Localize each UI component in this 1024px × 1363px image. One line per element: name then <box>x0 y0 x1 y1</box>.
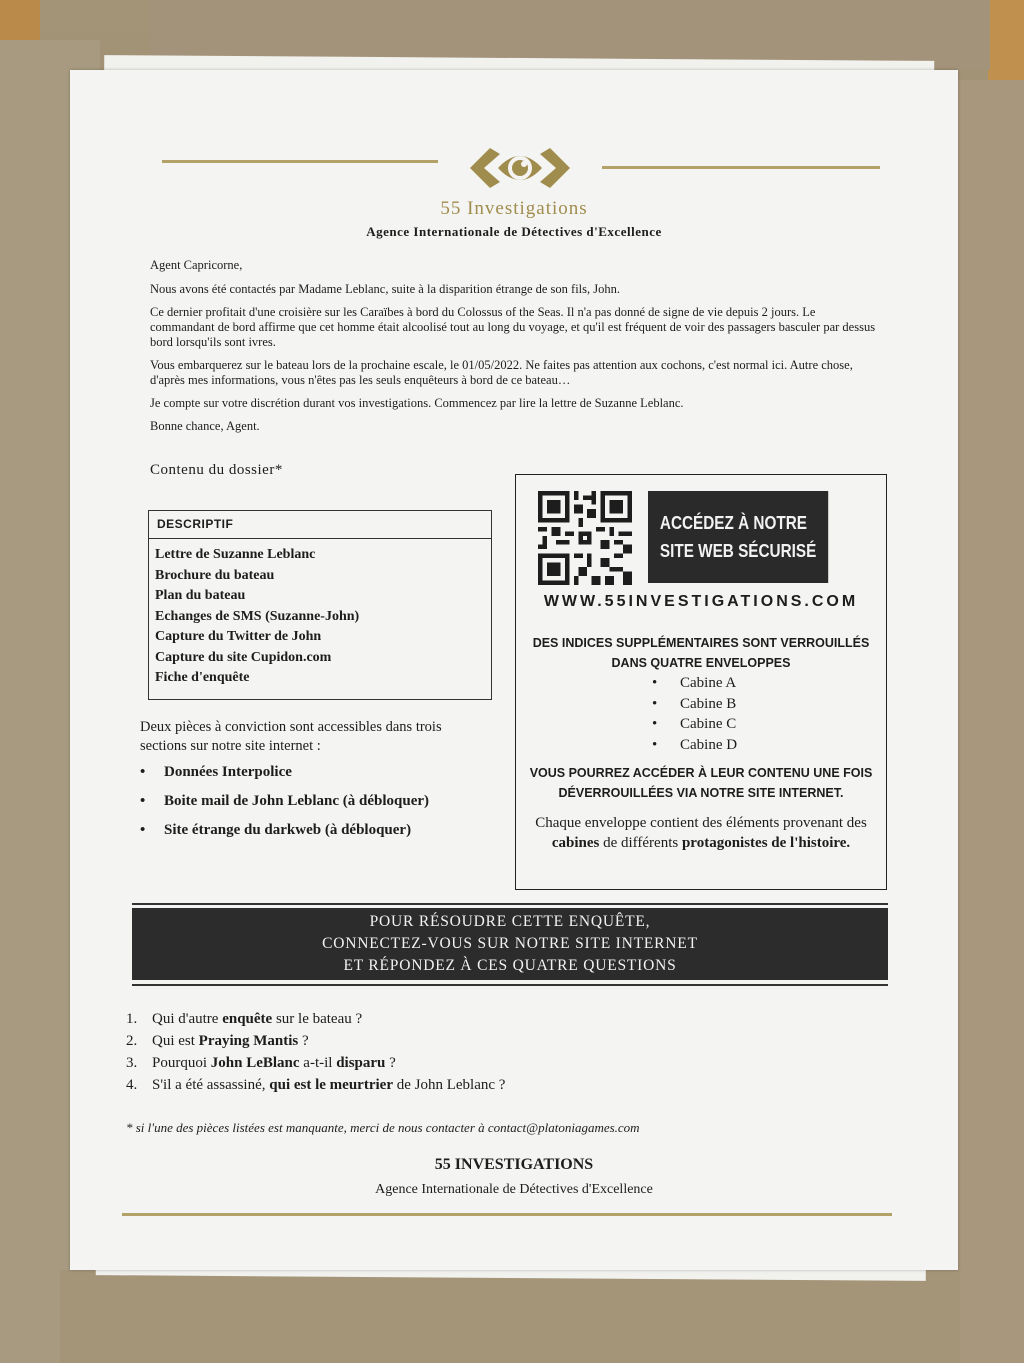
letter-closing: Bonne chance, Agent. <box>150 419 260 433</box>
question-number: 4. <box>126 1077 138 1093</box>
question-number: 3. <box>126 1055 138 1071</box>
eye-logo-icon <box>466 140 574 196</box>
list-item: • Données Interpolice <box>140 764 429 793</box>
question-text: Pourquoi <box>152 1055 211 1071</box>
list-item: Capture du site Cupidon.com <box>155 649 332 665</box>
qr-code-icon[interactable] <box>538 491 632 585</box>
list-item: Brochure du bateau <box>155 567 275 583</box>
cta-line: CONNECTEZ-VOUS SUR NOTRE SITE INTERNET <box>322 935 698 952</box>
folder-flap-bottom <box>60 1270 960 1363</box>
letter-paragraph: Vous embarquerez sur le bateau lors de la prochaine escale, le 01/05/2022. Ne faites pas attention aux cochons, c'est normal ici. Autre chose, d'après mes informations, vous n'êtes pas les seuls enquêteurs à bord de ce bateau… <box>150 358 853 387</box>
contents-list <box>149 539 491 689</box>
list-item: • Cabine B <box>652 694 737 715</box>
unlock-notice: VOUS POURREZ ACCÉDER À LEUR CONTENU UNE FOIS DÉVERROUILLÉES VIA NOTRE SITE INTERNET. <box>529 766 873 800</box>
header-rule-left <box>162 160 438 163</box>
footer-rule <box>122 1213 892 1216</box>
question-text-bold: disparu <box>336 1055 386 1071</box>
letter-paragraph: Ce dernier profitait d'une croisière sur les Caraïbes à bord du Colossus of the Seas. Il n'a pas donné de signe de vie depuis 2 jours. Le commandant de bord affirme que cet homme était alcoolisé tout au long du voyage, et qu'il est fréquent de voir des passagers basculer par dessus bord lorsqu'ils sont ivres. <box>150 305 876 349</box>
footer-agency: Agence Internationale de Détectives d'Excellence <box>375 1182 653 1197</box>
website-url-link[interactable]: WWW.55INVESTIGATIONS.COM <box>543 593 859 610</box>
question-text: sur le bateau ? <box>272 1011 363 1027</box>
list-item: • Cabine D <box>652 735 737 756</box>
list-item: • Site étrange du darkweb (à débloquer) <box>140 822 429 851</box>
envelopes-notice: DES INDICES SUPPLÉMENTAIRES SONT VERROUILLÉS DANS QUATRE ENVELOPPES <box>532 636 870 670</box>
footnote: * si l'une des pièces listées est manquante, merci de nous contacter à contact@platoniagames.com <box>126 1120 640 1135</box>
list-item: Echanges de SMS (Suzanne-John) <box>155 608 360 624</box>
cabin-list <box>652 673 737 755</box>
letter-paragraph: Je compte sur votre discrétion durant vos investigations. Commencez par lire la lettre de Suzanne Leblanc. <box>150 396 684 410</box>
envelope-text-bold: protagonistes de l'histoire. <box>681 835 851 851</box>
document-sheet <box>70 70 958 1270</box>
evidence-list <box>140 764 429 851</box>
list-item: • Cabine A <box>652 673 737 694</box>
list-item: • Boite mail de John Leblanc (à débloquer) <box>140 793 429 822</box>
envelope-text-bold: cabines <box>551 835 600 851</box>
banner-line: ACCÉDEZ À NOTRE <box>659 513 807 533</box>
list-item: Plan du bateau <box>155 588 246 603</box>
contents-heading: Contenu du dossier* <box>150 462 283 478</box>
question-item <box>126 1052 505 1074</box>
cta-banner <box>132 908 888 980</box>
contents-box <box>148 510 492 700</box>
list-item: Capture du Twitter de John <box>155 629 322 644</box>
website-box <box>515 474 887 890</box>
agency-subtitle: Agence Internationale de Détectives d'Excellence <box>366 224 662 239</box>
question-text-bold: enquête <box>222 1011 273 1027</box>
question-text: a-t-il <box>299 1055 337 1071</box>
footer-brand: 55 INVESTIGATIONS <box>434 1156 594 1173</box>
list-item: • Cabine C <box>652 714 737 735</box>
letter-paragraph: Nous avons été contactés par Madame Leblanc, suite à la disparition étrange de son fils, John. <box>150 282 620 296</box>
list-item: Lettre de Suzanne Leblanc <box>155 547 316 562</box>
question-text: S'il a été assassiné, <box>152 1077 270 1093</box>
question-item <box>126 1030 505 1052</box>
envelope-description <box>524 813 878 853</box>
cta-rule-top <box>132 903 888 905</box>
letter-body <box>150 258 880 434</box>
question-text: ? <box>385 1055 396 1071</box>
questions-list <box>126 1008 505 1096</box>
secure-site-banner <box>648 491 828 583</box>
question-number: 1. <box>126 1011 138 1027</box>
question-text-bold: John LeBlanc <box>210 1055 300 1071</box>
cta-rule-bottom <box>132 984 888 986</box>
banner-line: SITE WEB SÉCURISÉ <box>659 541 817 561</box>
question-number: 2. <box>126 1033 138 1049</box>
question-text: de John Leblanc ? <box>392 1077 506 1093</box>
question-text: Qui est <box>152 1033 199 1049</box>
list-item: Fiche d'enquête <box>155 670 250 685</box>
question-item <box>126 1008 505 1030</box>
question-text: Qui d'autre <box>152 1011 223 1027</box>
contents-box-header: DESCRIPTIF <box>149 511 491 539</box>
header-rule-right <box>602 166 880 169</box>
brand-title: 55 Investigations <box>440 198 588 219</box>
letter-salutation: Agent Capricorne, <box>150 258 243 272</box>
envelope-text: de différents <box>599 835 682 851</box>
question-text-bold: qui est le meurtrier <box>269 1077 393 1093</box>
evidence-intro: Deux pièces à conviction sont accessibles dans trois sections sur notre site internet : <box>140 719 442 754</box>
envelope-text: Chaque enveloppe contient des éléments provenant des <box>535 815 867 831</box>
question-item <box>126 1074 505 1096</box>
question-text: ? <box>298 1033 309 1049</box>
cta-line: POUR RÉSOUDRE CETTE ENQUÊTE, <box>369 913 651 930</box>
question-text-bold: Praying Mantis <box>198 1033 299 1049</box>
cta-line: ET RÉPONDEZ À CES QUATRE QUESTIONS <box>343 957 677 974</box>
